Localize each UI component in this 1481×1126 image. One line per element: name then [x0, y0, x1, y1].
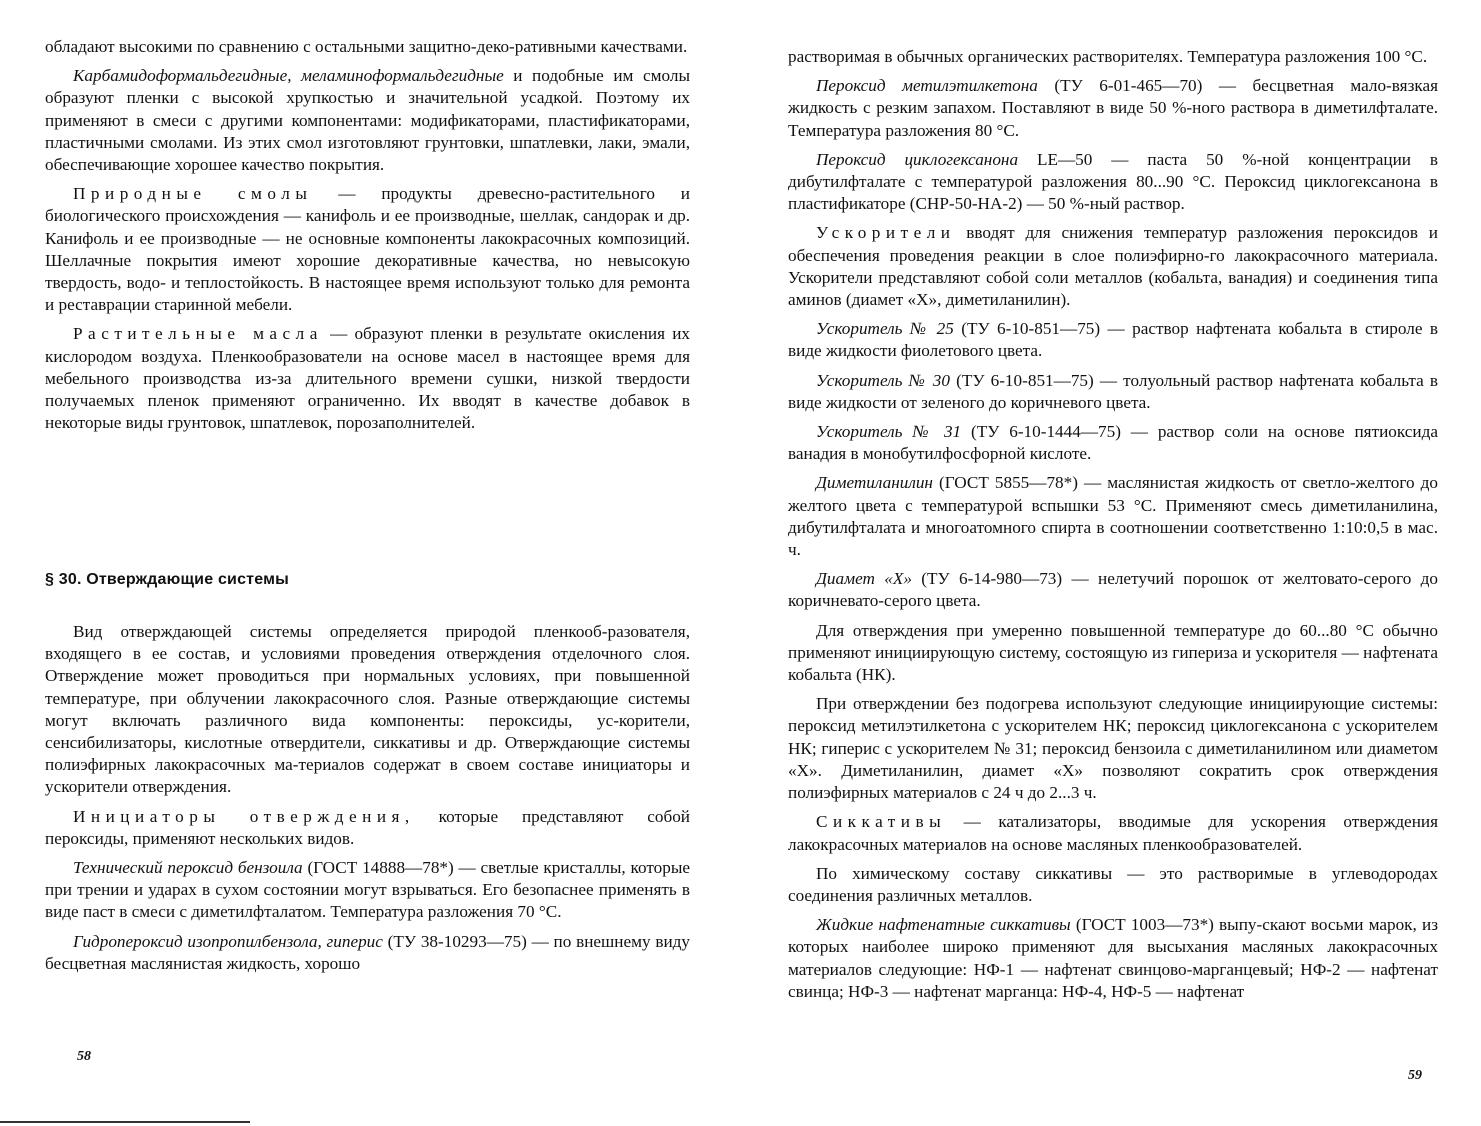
text-run: — продукты древесно-растительного и биологического происхождения — канифоль и ее производные, шеллак, сандорак и др. Канифоль и ее производные — не основные компоненты лакокрасочных композиций. Шеллачные покрытия имеют хорошие декоративные качества, но невысокую твердость, водо- и теплостойкость. В настоящее время используют только для ремонта и реставрации старинной мебели.	[45, 184, 690, 315]
right-page	[788, 0, 1438, 1126]
left-page-top-text	[45, 36, 690, 441]
italic-term: Технический пероксид бензоила	[73, 858, 303, 878]
text-run: вводят для снижения температур разложения пероксидов и обеспечения проведения реакции в слое полиэфирно-го лакокрасочного материала. Ускорители представляют собой соли металлов (кобальта, ванадия) и соединения типа аминов (диамет «Х», диметиланилин).	[788, 223, 1438, 310]
text-run: — катализаторы, вводимые для ускорения отверждения лакокрасочных материалов на основе масляных пленкообразователей.	[788, 812, 1438, 854]
paragraph	[788, 318, 1438, 362]
right-page-text	[788, 46, 1438, 1010]
paragraph	[45, 857, 690, 924]
italic-term: Ускоритель № 25	[816, 319, 954, 339]
spaced-term: Инициаторы отверждения,	[73, 806, 415, 826]
paragraph	[45, 36, 690, 58]
text-run: обладают высокими по сравнению с остальными защитно-деко-ративными качествами.	[45, 37, 688, 56]
text-run: — образуют пленки в результате окисления их кислородом воздуха. Пленкообразователи на основе масел в настоящее время для мебельного производства из-за длительного времени сушки, низкой твердости получаемых пленок применяют ограниченно. Их вводят в качестве добавок в некоторые виды грунтовок, шпатлевок, порозаполнителей.	[45, 324, 690, 433]
text-run: По химическому составу сиккативы — это растворимые в углеводородах соединения различных металлов.	[788, 863, 1438, 905]
italic-term: Ускоритель № 30	[816, 370, 950, 390]
text-run: (ГОСТ 14888—78*) — светлые кристаллы, которые при трении и ударах в сухом состоянии могут взрываться. Его безопаснее применять в виде паст в смеси с диметилфталатом. Температура разложения 70 °C.	[45, 858, 690, 922]
paragraph	[788, 222, 1438, 311]
spaced-term: Растительные масла	[73, 324, 323, 344]
paragraph	[45, 931, 690, 975]
page-number-left: 58	[77, 1049, 91, 1064]
text-run: растворимая в обычных органических растворителях. Температура разложения 100 °C.	[788, 47, 1428, 66]
italic-term: Пероксид циклогексанона	[816, 149, 1019, 169]
text-run: (ГОСТ 5855—78*) — маслянистая жидкость от светло-желтого до желтого цвета с температурой вспышки 53 °C. Применяют смесь диметиланилина, дибутилфталата и многоатомного спирта в соотношении соответственно 1:10:0,5 в мас. ч.	[788, 473, 1438, 560]
text-run: При отверждении без подогрева используют следующие инициирующие системы: пероксид метилэтилкетона с ускорителем НК; пероксид циклогексанона с ускорителем НК; гиперис с ускорителем № 31; пероксид бензоила с диметиланилином или диаметом «Х». Диметиланилин, диамет «Х» позволяют сократить срок отверждения полиэфирных материалов с 24 ч до 2...3 ч.	[788, 694, 1438, 803]
paragraph	[45, 323, 690, 434]
paragraph	[788, 370, 1438, 414]
paragraph	[788, 568, 1438, 612]
text-run: Для отверждения при умеренно повышенной температуре до 60...80 °C обычно применяют инициирующую систему, состоящую из гипериза и ускорителя — нафтената кобальта (НК).	[788, 620, 1438, 685]
text-run: Вид отверждающей системы определяется природой пленкооб-разователя, входящего в ее состав, и условиями проведения отверждения отделочного слоя. Отверждение может проводиться при нормальных условиях, при повышенной температуре, при облучении лакокрасочного слоя. Разные отверждающие системы могут включать различного вида компоненты: пероксиды, ус-корители, сенсибилизаторы, кислотные отвердители, сиккативы и др. Отверждающие системы полиэфирных лакокрасочных ма-териалов содержат в своем составе инициаторы и ускорители отверждения.	[45, 622, 690, 797]
spaced-term: Природные смолы	[73, 184, 313, 204]
spaced-term: Ускорители	[816, 223, 956, 243]
page-number-right: 59	[1408, 1068, 1422, 1083]
italic-term: Пероксид метилэтилкетона	[816, 76, 1038, 96]
text-run: (ТУ 38-10293—75) — по внешнему виду бесцветная маслянистая жидкость, хорошо	[45, 931, 690, 973]
text-run: LE—50 — паста 50 %-ной концентрации в дибутилфталате с температурой разложения 80...90 °C. Пероксид циклогексанона в пластификаторе (CHP-50-HA-2) — 50 %-ный раствор.	[788, 149, 1439, 214]
italic-term: Ускоритель № 31	[816, 422, 962, 442]
paragraph	[788, 620, 1438, 687]
text-run: которые представляют собой пероксиды, применяют нескольких видов.	[45, 806, 690, 848]
paragraph	[788, 75, 1438, 142]
spaced-term: Сиккативы	[816, 812, 947, 832]
text-run: (ТУ 6-10-1444—75) — раствор соли на основе пятиоксида ванадия в монобутилфосфорной кислоте.	[788, 422, 1438, 464]
paragraph	[45, 621, 690, 799]
bottom-rule	[0, 1121, 250, 1123]
italic-term: Карбамидоформальдегидные, меламиноформальдегидные	[73, 66, 504, 86]
paragraph	[788, 46, 1438, 68]
text-run: (ТУ 6-10-851—75) — раствор нафтената кобальта в стироле в виде жидкости фиолетового цвета.	[788, 319, 1439, 361]
paragraph	[788, 811, 1438, 855]
paragraph	[788, 863, 1438, 907]
italic-term: Жидкие нафтенатные сиккативы	[816, 915, 1071, 935]
section-heading: § 30. Отверждающие системы	[45, 571, 289, 588]
paragraph	[45, 65, 690, 176]
text-run: (ТУ 6-14-980—73) — нелетучий порошок от желтовато-серого до коричневато-серого цвета.	[788, 569, 1438, 611]
text-run: и подобные им смолы образуют пленки с высокой хрупкостью и значительной усадкой. Поэтому их применяют в смеси с другими компонентами: модификаторами, пластификаторами, пластичными смолами. Из этих смол изготовляют грунтовки, шпатлевки, лаки, эмали, обеспечивающие хорошее качество покрытия.	[45, 66, 690, 175]
left-page	[45, 0, 690, 1126]
italic-term: Гидропероксид изопропилбензола, гиперис	[73, 931, 383, 951]
text-run: (ГОСТ 1003—73*) выпу-скают восьми марок, из которых наиболее широко применяют для высыхания масляных лакокрасочных материалов следующие: НФ-1 — нафтенат свинцово-марганцевый; НФ-2 — нафтенат свинца; НФ-3 — нафтенат марганца: НФ-4, НФ-5 — нафтенат	[788, 915, 1438, 1001]
italic-term: Диамет «Х»	[816, 569, 912, 589]
paragraph	[788, 472, 1438, 561]
paragraph	[45, 183, 690, 316]
paragraph	[788, 914, 1438, 1003]
paragraph	[788, 149, 1438, 216]
italic-term: Диметиланилин	[816, 473, 933, 493]
text-run: (ТУ 6-10-851—75) — толуольный раствор нафтената кобальта в виде жидкости от зеленого до коричневого цвета.	[788, 370, 1439, 412]
paragraph	[45, 806, 690, 850]
text-run: (ТУ 6-01-465—70) — бесцветная мало-вязкая жидкость с резким запахом. Поставляют в виде 50 %-ного раствора в диметилфталате. Температура разложения 80 °C.	[788, 76, 1438, 140]
left-page-bottom-text	[45, 621, 690, 982]
paragraph	[788, 693, 1438, 804]
paragraph	[788, 421, 1438, 465]
